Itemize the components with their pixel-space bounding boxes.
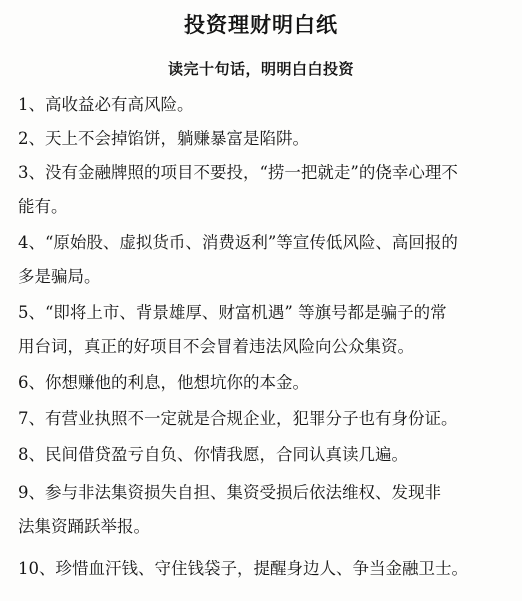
tip-item-10 (18, 552, 510, 586)
tip-item-1 (18, 88, 510, 122)
tip-line: 7、有营业执照不一定就是合规企业，犯罪分子也有身份证。 (18, 409, 458, 428)
tip-line-continued: 多是骗局。 (18, 267, 101, 286)
tip-item-8 (18, 438, 510, 472)
tip-line: 8、民间借贷盈亏自负、你情我愿，合同认真读几遍。 (18, 445, 408, 464)
tip-line: 5、“即将上市、背景雄厚、财富机遇” 等旗号都是骗子的常 (18, 303, 447, 322)
document-title: 投资理财明白纸 (184, 13, 338, 37)
tip-item-3 (18, 156, 510, 224)
tip-item-2 (18, 122, 510, 156)
tip-line: 6、你想赚他的利息，他想坑你的本金。 (18, 373, 309, 392)
tip-line: 3、没有金融牌照的项目不要投，“捞一把就走”的侥幸心理不 (18, 163, 458, 182)
tip-item-4 (18, 226, 510, 294)
tip-line-continued: 法集资踊跃举报。 (18, 517, 150, 536)
tip-line: 9、参与非法集资损失自担、集资受损后依法维权、发现非 (18, 483, 441, 502)
tip-line: 1、高收益必有高风险。 (18, 95, 194, 114)
tip-item-5 (18, 296, 510, 364)
tip-line-continued: 用台词，真正的好项目不会冒着违法风险向公众集资。 (18, 337, 414, 356)
document-subtitle: 读完十句话，明明白白投资 (167, 60, 354, 78)
tip-item-9 (18, 476, 510, 544)
tip-item-6 (18, 366, 510, 400)
tip-line-continued: 能有。 (18, 197, 68, 216)
tip-line: 10、珍惜血汗钱、守住钱袋子，提醒身边人、争当金融卫士。 (18, 559, 468, 578)
tip-line: 2、天上不会掉馅饼，躺赚暴富是陷阱。 (18, 129, 309, 148)
tip-item-7 (18, 402, 510, 436)
tip-line: 4、“原始股、虚拟货币、消费返利”等宣传低风险、高回报的 (18, 233, 458, 252)
